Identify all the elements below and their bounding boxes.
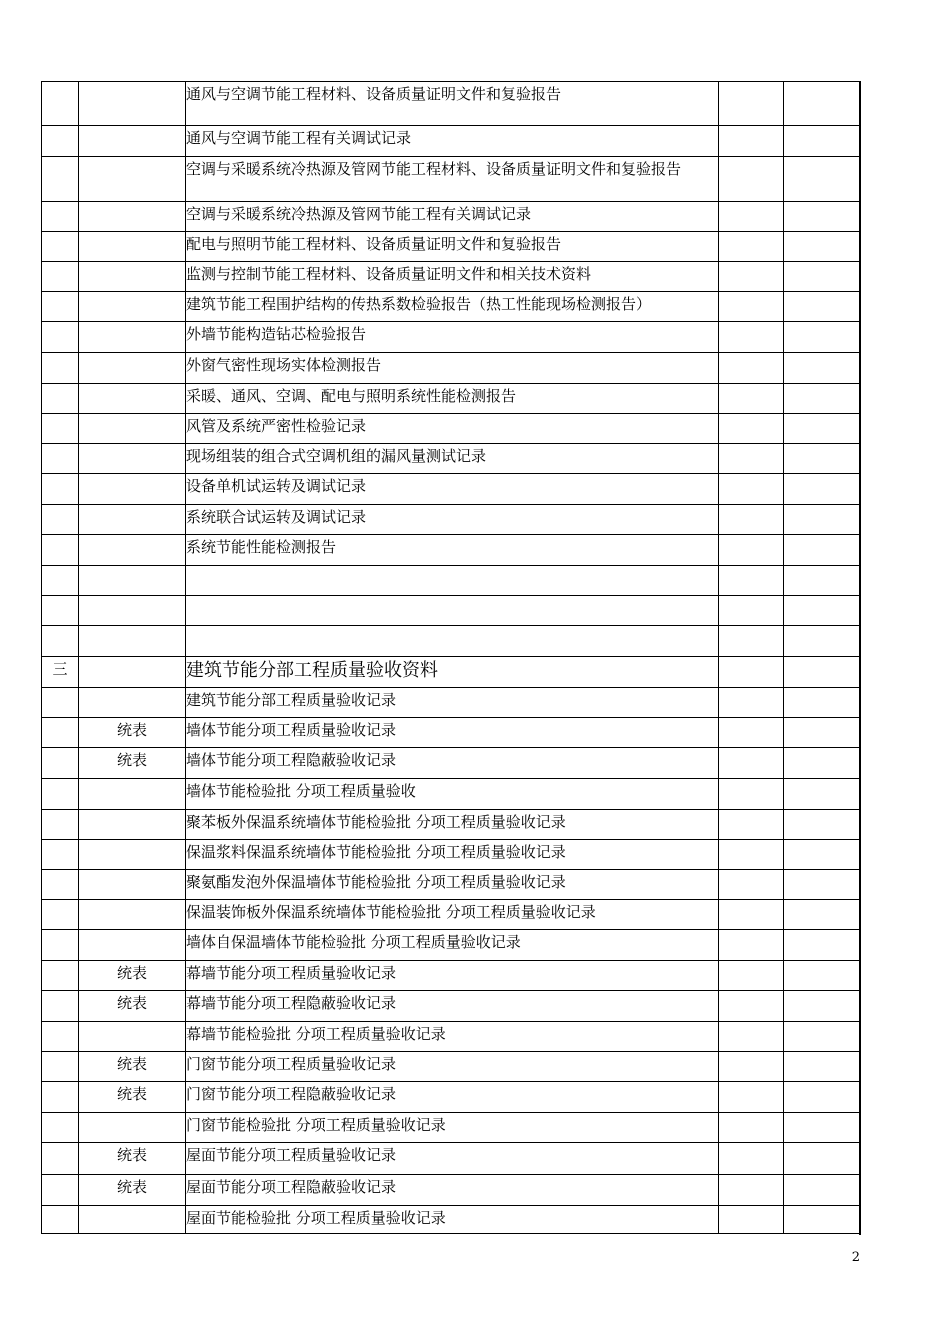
row-title-cell: 幕墙节能分项工程质量验收记录 <box>186 961 719 991</box>
table-row <box>42 930 861 961</box>
row-type-cell: 统表 <box>79 1175 186 1206</box>
row-number-cell <box>42 474 79 505</box>
row-blank-cell-b <box>784 1052 861 1082</box>
row-type-cell <box>79 566 186 596</box>
table-row <box>42 505 861 535</box>
row-blank-cell-b <box>784 157 861 202</box>
row-blank-cell-a <box>719 1113 784 1143</box>
row-title-cell: 墙体节能检验批 分项工程质量验收 <box>186 779 719 810</box>
row-type-cell <box>79 353 186 384</box>
row-blank-cell-a <box>719 657 784 688</box>
row-type-cell <box>79 596 186 626</box>
row-title-cell: 门窗节能分项工程质量验收记录 <box>186 1052 719 1082</box>
row-title-cell: 外墙节能构造钻芯检验报告 <box>186 322 719 353</box>
table-row <box>42 1052 861 1082</box>
row-type-cell <box>79 126 186 157</box>
row-title-cell: 聚苯板外保温系统墙体节能检验批 分项工程质量验收记录 <box>186 810 719 840</box>
row-blank-cell-a <box>719 626 784 657</box>
records-table <box>41 81 861 1234</box>
row-blank-cell-b <box>784 444 861 474</box>
table-row <box>42 566 861 596</box>
row-blank-cell-b <box>784 718 861 748</box>
row-blank-cell-b <box>784 353 861 384</box>
row-blank-cell-b <box>784 82 861 126</box>
row-blank-cell-a <box>719 126 784 157</box>
row-number-cell <box>42 232 79 262</box>
table-row <box>42 657 861 688</box>
row-number-cell <box>42 991 79 1022</box>
row-number-cell <box>42 1082 79 1113</box>
table-row <box>42 779 861 810</box>
row-type-cell <box>79 232 186 262</box>
table-row <box>42 840 861 870</box>
row-blank-cell-b <box>784 1113 861 1143</box>
table-row <box>42 535 861 566</box>
row-number-cell <box>42 1052 79 1082</box>
table-row <box>42 232 861 262</box>
row-blank-cell-a <box>719 1175 784 1206</box>
row-title-cell <box>186 596 719 626</box>
row-type-cell <box>79 626 186 657</box>
row-type-cell: 统表 <box>79 718 186 748</box>
row-number-cell <box>42 596 79 626</box>
row-blank-cell-b <box>784 1143 861 1175</box>
row-blank-cell-b <box>784 840 861 870</box>
row-title-cell: 屋面节能分项工程隐蔽验收记录 <box>186 1175 719 1206</box>
table-row <box>42 1143 861 1175</box>
row-title-cell: 系统联合试运转及调试记录 <box>186 505 719 535</box>
row-number-cell <box>42 157 79 202</box>
row-blank-cell-b <box>784 1022 861 1052</box>
table-row <box>42 82 861 126</box>
row-blank-cell-a <box>719 292 784 322</box>
row-blank-cell-a <box>719 262 784 292</box>
row-number-cell <box>42 779 79 810</box>
table-row <box>42 748 861 779</box>
row-number-cell <box>42 748 79 779</box>
row-number-cell <box>42 535 79 566</box>
row-title-cell: 幕墙节能分项工程隐蔽验收记录 <box>186 991 719 1022</box>
row-number-cell <box>42 322 79 353</box>
row-blank-cell-b <box>784 1082 861 1113</box>
row-type-cell: 统表 <box>79 748 186 779</box>
row-blank-cell-b <box>784 991 861 1022</box>
table-row <box>42 596 861 626</box>
row-blank-cell-a <box>719 1082 784 1113</box>
row-blank-cell-b <box>784 626 861 657</box>
row-type-cell: 统表 <box>79 1052 186 1082</box>
row-blank-cell-b <box>784 414 861 444</box>
row-title-cell: 采暖、通风、空调、配电与照明系统性能检测报告 <box>186 384 719 414</box>
row-title-cell <box>186 626 719 657</box>
table-outer-rule <box>859 81 861 1235</box>
row-number-cell <box>42 688 79 718</box>
row-blank-cell-a <box>719 748 784 779</box>
table-row <box>42 292 861 322</box>
table-row <box>42 961 861 991</box>
row-blank-cell-a <box>719 444 784 474</box>
row-title-cell: 墙体自保温墙体节能检验批 分项工程质量验收记录 <box>186 930 719 961</box>
row-title-cell: 屋面节能分项工程质量验收记录 <box>186 1143 719 1175</box>
table-row <box>42 262 861 292</box>
row-title-cell: 建筑节能分部工程质量验收记录 <box>186 688 719 718</box>
row-type-cell <box>79 157 186 202</box>
table-row <box>42 626 861 657</box>
table-row <box>42 126 861 157</box>
row-title-cell: 门窗节能分项工程隐蔽验收记录 <box>186 1082 719 1113</box>
row-number-cell <box>42 1113 79 1143</box>
row-title-cell: 建筑节能工程围护结构的传热系数检验报告（热工性能现场检测报告） <box>186 292 719 322</box>
row-title-cell: 配电与照明节能工程材料、设备质量证明文件和复验报告 <box>186 232 719 262</box>
row-number-cell <box>42 961 79 991</box>
row-title-cell <box>186 566 719 596</box>
row-blank-cell-a <box>719 991 784 1022</box>
row-title-cell: 墙体节能分项工程隐蔽验收记录 <box>186 748 719 779</box>
table-row <box>42 444 861 474</box>
row-title-cell: 屋面节能检验批 分项工程质量验收记录 <box>186 1206 719 1234</box>
row-blank-cell-b <box>784 900 861 930</box>
row-blank-cell-b <box>784 596 861 626</box>
row-blank-cell-b <box>784 1206 861 1234</box>
row-number-cell <box>42 292 79 322</box>
row-blank-cell-a <box>719 718 784 748</box>
row-type-cell <box>79 444 186 474</box>
table-row <box>42 1022 861 1052</box>
table-row <box>42 157 861 202</box>
row-blank-cell-a <box>719 232 784 262</box>
row-number-cell <box>42 1206 79 1234</box>
row-title-cell: 外窗气密性现场实体检测报告 <box>186 353 719 384</box>
row-blank-cell-a <box>719 688 784 718</box>
row-blank-cell-a <box>719 322 784 353</box>
row-blank-cell-b <box>784 474 861 505</box>
row-type-cell <box>79 688 186 718</box>
row-number-cell <box>42 444 79 474</box>
row-blank-cell-a <box>719 900 784 930</box>
row-title-cell: 墙体节能分项工程质量验收记录 <box>186 718 719 748</box>
row-type-cell <box>79 657 186 688</box>
row-number-cell <box>42 1175 79 1206</box>
table-row <box>42 322 861 353</box>
row-title-cell: 聚氨酯发泡外保温墙体节能检验批 分项工程质量验收记录 <box>186 870 719 900</box>
row-blank-cell-a <box>719 840 784 870</box>
row-number-cell <box>42 626 79 657</box>
row-number-cell <box>42 566 79 596</box>
row-number-cell <box>42 353 79 384</box>
table-row <box>42 474 861 505</box>
row-number-cell <box>42 870 79 900</box>
row-type-cell: 统表 <box>79 961 186 991</box>
table-row <box>42 353 861 384</box>
row-type-cell <box>79 1113 186 1143</box>
row-blank-cell-b <box>784 535 861 566</box>
row-title-cell: 现场组装的组合式空调机组的漏风量测试记录 <box>186 444 719 474</box>
row-blank-cell-a <box>719 1022 784 1052</box>
row-blank-cell-b <box>784 322 861 353</box>
row-blank-cell-b <box>784 779 861 810</box>
row-blank-cell-b <box>784 292 861 322</box>
row-number-cell <box>42 1022 79 1052</box>
row-number-cell <box>42 384 79 414</box>
row-title-cell: 风管及系统严密性检验记录 <box>186 414 719 444</box>
table-row <box>42 1113 861 1143</box>
row-blank-cell-a <box>719 353 784 384</box>
row-number-cell <box>42 505 79 535</box>
row-title-cell: 监测与控制节能工程材料、设备质量证明文件和相关技术资料 <box>186 262 719 292</box>
row-type-cell <box>79 292 186 322</box>
row-type-cell: 统表 <box>79 1082 186 1113</box>
row-blank-cell-b <box>784 1175 861 1206</box>
row-number-cell <box>42 900 79 930</box>
row-title-cell: 门窗节能检验批 分项工程质量验收记录 <box>186 1113 719 1143</box>
row-type-cell <box>79 322 186 353</box>
row-blank-cell-a <box>719 870 784 900</box>
row-type-cell <box>79 1022 186 1052</box>
row-number-cell <box>42 126 79 157</box>
row-blank-cell-b <box>784 505 861 535</box>
row-title-cell: 空调与采暖系统冷热源及管网节能工程有关调试记录 <box>186 202 719 232</box>
row-blank-cell-a <box>719 1143 784 1175</box>
row-type-cell <box>79 900 186 930</box>
row-number-cell <box>42 840 79 870</box>
row-blank-cell-a <box>719 779 784 810</box>
row-blank-cell-a <box>719 157 784 202</box>
row-blank-cell-b <box>784 262 861 292</box>
row-blank-cell-b <box>784 748 861 779</box>
row-blank-cell-a <box>719 961 784 991</box>
row-number-cell <box>42 810 79 840</box>
row-type-cell: 统表 <box>79 991 186 1022</box>
row-title-cell: 建筑节能分部工程质量验收资料 <box>186 657 719 688</box>
table-row <box>42 810 861 840</box>
row-number-cell <box>42 718 79 748</box>
row-number-cell: 三 <box>42 657 79 688</box>
row-title-cell: 保温浆料保温系统墙体节能检验批 分项工程质量验收记录 <box>186 840 719 870</box>
row-blank-cell-b <box>784 202 861 232</box>
row-title-cell: 通风与空调节能工程有关调试记录 <box>186 126 719 157</box>
row-type-cell <box>79 1206 186 1234</box>
row-type-cell <box>79 810 186 840</box>
table-row <box>42 1082 861 1113</box>
row-title-cell: 通风与空调节能工程材料、设备质量证明文件和复验报告 <box>186 82 719 126</box>
row-blank-cell-a <box>719 82 784 126</box>
row-blank-cell-a <box>719 1206 784 1234</box>
row-blank-cell-a <box>719 535 784 566</box>
row-blank-cell-a <box>719 596 784 626</box>
row-blank-cell-a <box>719 384 784 414</box>
table-row <box>42 414 861 444</box>
row-blank-cell-b <box>784 688 861 718</box>
table-row <box>42 870 861 900</box>
row-blank-cell-a <box>719 566 784 596</box>
row-type-cell <box>79 840 186 870</box>
row-type-cell <box>79 262 186 292</box>
table-row <box>42 900 861 930</box>
row-type-cell <box>79 82 186 126</box>
row-number-cell <box>42 414 79 444</box>
row-number-cell <box>42 262 79 292</box>
row-type-cell: 统表 <box>79 1143 186 1175</box>
row-number-cell <box>42 1143 79 1175</box>
row-type-cell <box>79 870 186 900</box>
table-row <box>42 202 861 232</box>
row-type-cell <box>79 535 186 566</box>
row-blank-cell-b <box>784 930 861 961</box>
records-body <box>42 82 861 1234</box>
row-title-cell: 系统节能性能检测报告 <box>186 535 719 566</box>
row-type-cell <box>79 202 186 232</box>
row-type-cell <box>79 384 186 414</box>
row-title-cell: 设备单机试运转及调试记录 <box>186 474 719 505</box>
table-row <box>42 688 861 718</box>
row-blank-cell-b <box>784 657 861 688</box>
table-row <box>42 1175 861 1206</box>
row-blank-cell-a <box>719 414 784 444</box>
row-type-cell <box>79 930 186 961</box>
table-row <box>42 1206 861 1234</box>
row-blank-cell-b <box>784 126 861 157</box>
row-blank-cell-a <box>719 930 784 961</box>
row-number-cell <box>42 202 79 232</box>
row-blank-cell-b <box>784 870 861 900</box>
row-blank-cell-a <box>719 474 784 505</box>
records-sheet <box>41 81 860 1234</box>
row-number-cell <box>42 82 79 126</box>
row-blank-cell-a <box>719 202 784 232</box>
row-title-cell: 空调与采暖系统冷热源及管网节能工程材料、设备质量证明文件和复验报告 <box>186 157 719 202</box>
table-row <box>42 991 861 1022</box>
table-row <box>42 384 861 414</box>
table-row <box>42 718 861 748</box>
row-type-cell <box>79 779 186 810</box>
row-number-cell <box>42 930 79 961</box>
row-blank-cell-b <box>784 232 861 262</box>
row-blank-cell-b <box>784 961 861 991</box>
row-type-cell <box>79 414 186 444</box>
page-number: 2 <box>851 1250 860 1265</box>
row-blank-cell-b <box>784 566 861 596</box>
row-blank-cell-b <box>784 810 861 840</box>
row-blank-cell-b <box>784 384 861 414</box>
row-blank-cell-a <box>719 810 784 840</box>
row-type-cell <box>79 505 186 535</box>
row-type-cell <box>79 474 186 505</box>
row-blank-cell-a <box>719 1052 784 1082</box>
row-blank-cell-a <box>719 505 784 535</box>
row-title-cell: 幕墙节能检验批 分项工程质量验收记录 <box>186 1022 719 1052</box>
row-title-cell: 保温装饰板外保温系统墙体节能检验批 分项工程质量验收记录 <box>186 900 719 930</box>
